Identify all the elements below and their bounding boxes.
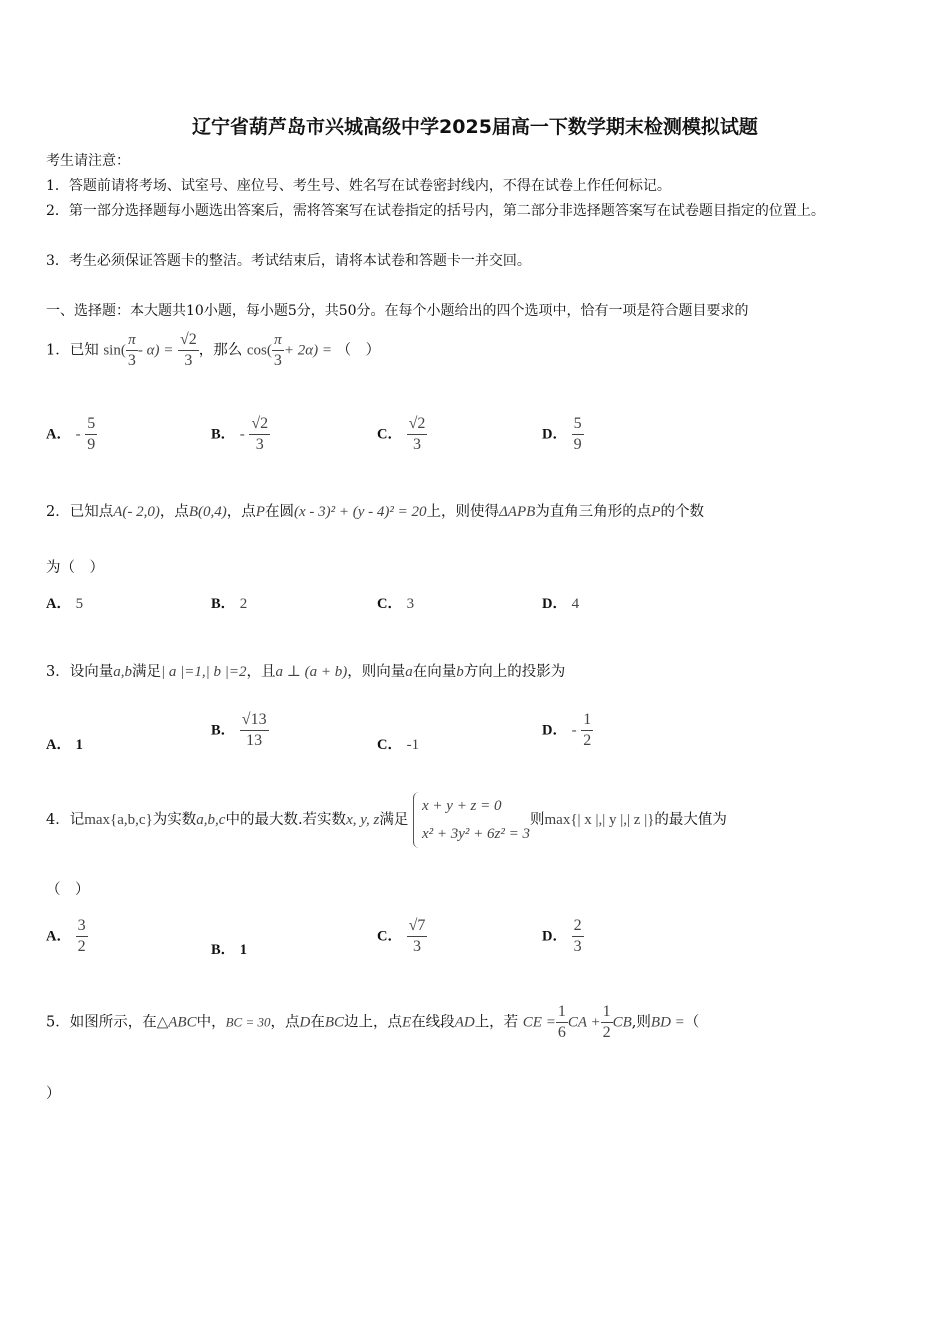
q5-line2: ）	[46, 1086, 61, 1102]
notice-item-1: 1．答题前请将考场、试室号、座位号、考生号、姓名写在试卷密封线内，不得在试卷上作任何标记。	[46, 178, 671, 194]
q4-max-abc: max{a,b,c}	[84, 812, 153, 828]
q1-frac-pi3: $\frac{\pi}{3}$	[127, 332, 136, 369]
q5-vector-ce: CE =	[522, 1014, 556, 1031]
q1-plus-2alpha: + 2α) =	[283, 342, 332, 359]
q3-option-b[interactable]: B． $\frac{√13}{13}$	[211, 711, 267, 749]
q4-option-b[interactable]: B． 1	[211, 942, 248, 958]
q1-option-a[interactable]: A． - $\frac{5}{9}$	[46, 415, 96, 453]
q1-text-mid: ，那么	[198, 342, 243, 359]
q1-answer-paren: （ ）	[336, 342, 381, 359]
q3-condition: | a |=1,| b |=2	[160, 664, 247, 680]
question-5: 5．如图所示，在△ABC中，BC = 30，点D在BC边上，点E在线段AD上，若 CE = $\frac{1}{6}$ CA + $\frac{1}{2}$ CB,则BD =（	[46, 1003, 700, 1041]
q4-option-d[interactable]: D． $\frac{2}{3}$	[542, 917, 582, 955]
q4-option-a[interactable]: A． $\frac{3}{2}$	[46, 917, 86, 955]
notice-item-3: 3．考生必须保证答题卡的整洁。考试结束后，请将本试卷和答题卡一并交回。	[46, 253, 531, 269]
q1-text-pre: 已知	[69, 342, 99, 359]
q1-number: 1．	[46, 342, 70, 359]
q3-option-d[interactable]: D． - $\frac{1}{2}$	[542, 711, 592, 749]
q1-minus-alpha: - α) =	[137, 342, 174, 359]
q3-option-c[interactable]: C． -1	[377, 737, 420, 753]
q2-circle-eq: (x - 3)² + (y - 4)² = 20	[293, 504, 427, 520]
q1-cos: cos(	[246, 342, 272, 359]
q1-sin: sin(	[103, 342, 126, 359]
q2-option-c[interactable]: C． 3	[377, 596, 415, 612]
notice-heading: 考生请注意：	[46, 153, 130, 169]
question-2: 2．已知点A(- 2,0)，点B(0,4)，点P在圆(x - 3)² + (y - 4)² = 20上，则使得ΔAPB为直角三角形的点P的个数	[46, 504, 704, 520]
q1-frac-pi3-b: $\frac{\pi}{3}$	[273, 332, 282, 369]
q4-line2: （ ）	[46, 882, 90, 898]
question-3: 3．设向量a,b满足| a |=1,| b |=2，且a ⊥ (a + b)，则向量a在向量b方向上的投影为	[46, 664, 566, 680]
q2-option-b[interactable]: B． 2	[211, 596, 248, 612]
question-4: 4．记max{a,b,c}为实数a,b,c中的最大数.若实数x, y, z满足 x + y + z = 0 x² + 3y² + 6z² = 3 则max{| x |,| y |,| z |}的最大值为	[46, 792, 727, 848]
q2-option-d[interactable]: D． 4	[542, 596, 580, 612]
section-heading: 一、选择题：本大题共10小题，每小题5分，共50分。在每个小题给出的四个选项中，恰有一项是符合题目要求的	[46, 303, 749, 319]
notice-item-2: 2．第一部分选择题每小题选出答案后，需将答案写在试卷指定的括号内，第二部分非选择题答案写在试卷题目指定的位置上。	[46, 203, 825, 219]
q2-option-a[interactable]: A． 5	[46, 596, 84, 612]
q1-rhs-frac: $\frac{√2}{3}$	[179, 331, 197, 369]
q3-perp: a ⊥ (a + b)	[275, 664, 348, 680]
q4-max-xyz: max{| x |,| y |,| z |}	[544, 812, 655, 828]
q1-option-d[interactable]: D． $\frac{5}{9}$	[542, 415, 582, 453]
q2-point-a: A(- 2,0)	[113, 504, 160, 520]
q2-line2: 为（ ）	[46, 560, 104, 576]
question-1	[46, 330, 380, 371]
q3-option-a[interactable]: A． 1	[46, 737, 83, 753]
q1-option-c[interactable]: C． $\frac{√2}{3}$	[377, 415, 426, 453]
page-title: 辽宁省葫芦岛市兴城高级中学2025届高一下数学期末检测模拟试题	[192, 116, 758, 138]
q1-option-b[interactable]: B． - $\frac{√2}{3}$	[211, 415, 269, 453]
q2-point-b: B(0,4)	[188, 504, 227, 520]
q4-equation-system: x + y + z = 0 x² + 3y² + 6z² = 3	[413, 792, 530, 848]
q4-option-c[interactable]: C． $\frac{√7}{3}$	[377, 917, 426, 955]
